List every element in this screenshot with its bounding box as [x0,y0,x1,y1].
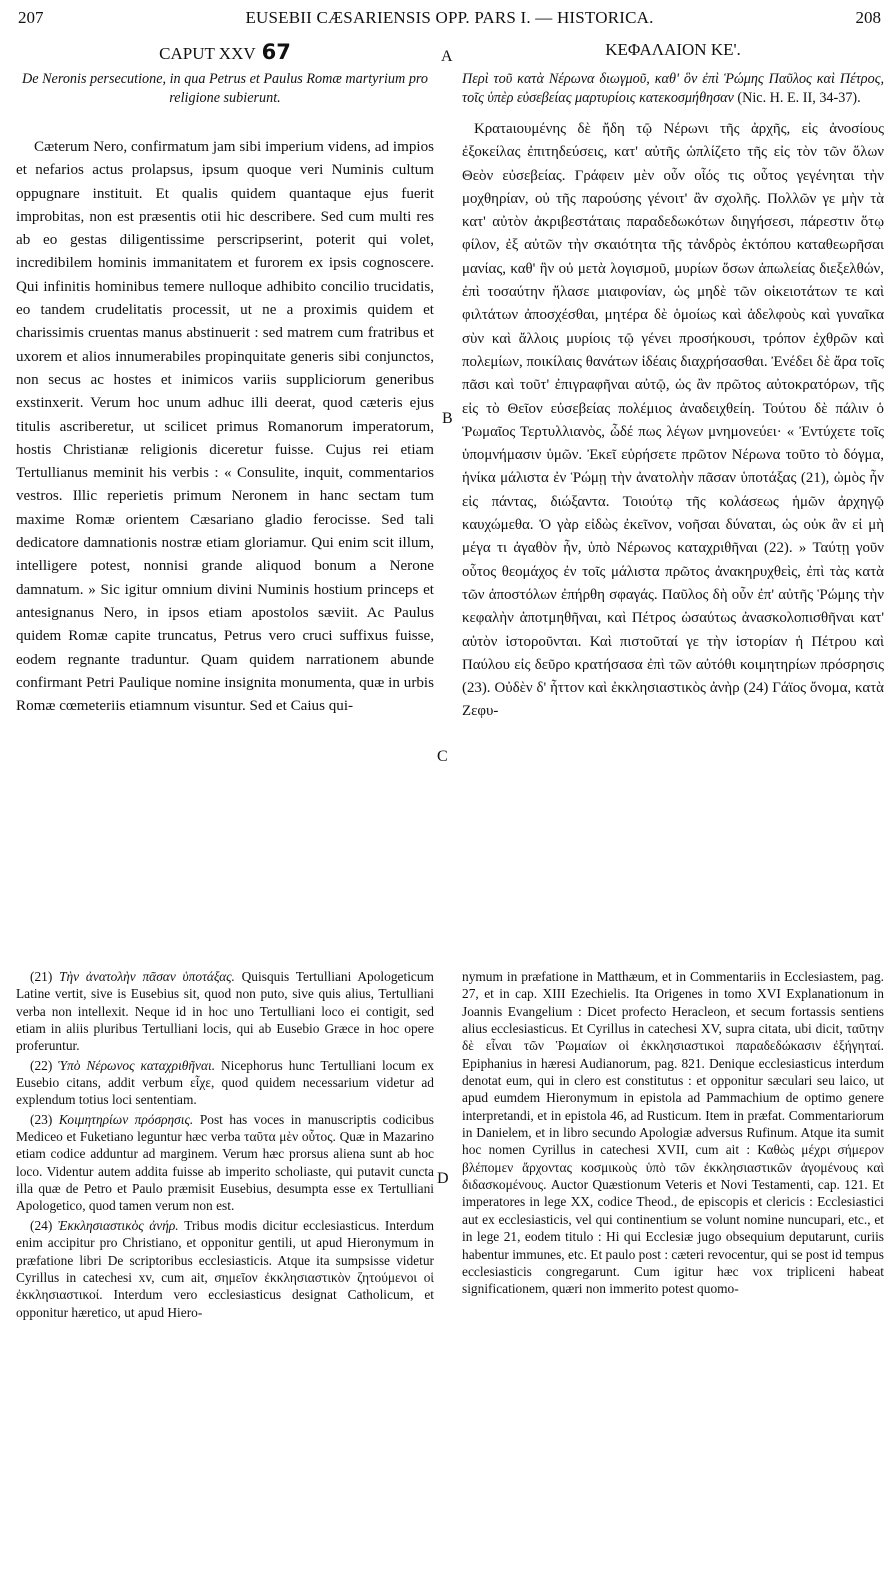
latin-chapter-title: CAPUT XXV [159,44,256,63]
footnote-lemma: Ἐκκλησιαστικὸς ἀνήρ. [57,1217,179,1233]
footnote-text: Nicephorus hunc Tertulliani locum ex Eusebio citans, addit verbum εἶχε, quod quidem necessarium videtur ad explendum totius loci sententiam. [16,1057,434,1108]
footnote-24-continued: nymum in præfatione in Matthæum, et in Commentariis in Ecclesiastem, pag. 27, et in cap. XIII Ezechielis. Ita Origenes in tomo XVI Explanationum in Joannis Evangelium : Dicet profecto Heracleon, et secum fortassis sentiens alius ecclesiasticus. Et Cyrillus in catechesi XV, supra citata, ubi dicit, ταῦτην δὲ εἶναι τῶν Ῥωμαίων οἱ ἐκκλησιαστικοὶ παραδεδώκασιν ἐξήγηταί. Epiphanius in hæresi Audianorum, pag. 821. Denique ecclesiasticus interdum denotat eum, qui in clero est constitutus : et opponitur sæculari seu laico, ut apud eumdem Hieronymum in epistola ad Pammachium de optimo genere interpretandi, et in epistola 46, ad Rusticum. Item in præfat. Commentariorum in Danielem, et in libro secundo Apologiæ adversus Rufinum. Atque ita sumit hoc nomen Cyrillus in catechesi XVII, cum ait : Καθὼς μέχρι σήμερον βλέπομεν ἄρχοντας κοσμικοὺς ὑπὸ τῶν ἐκκλησιαστικῶν ἀγομένους καὶ διδασκομένους. Auctor Quæstionum Veteris et Novi Testamenti, cap. 121. Et imperatores in lege XX, codice Theod., de episcopis et clericis : Ecclesiastici aut ex ecclesiasticis, vel qui continentium se volunt nomine nuncupari, etc., et in lege 21, eodem titulo : Hi qui Ecclesiæ jugo obsequium deputarunt, curiis habentur immunes, etc. Et paulo post : cæteri revocentur, qui se post id tempus ecclesiasticis congregarunt. Cum igitur hæc vox tripliceni habeat significationem, quæri non immerito potest quomo- [462,969,884,1297]
running-title: EUSEBII CÆSARIENSIS OPP. PARS I. — HISTORICA. [245,8,654,27]
running-header [18,8,881,34]
footnote-label: (21) [30,969,53,984]
greek-body-text: Κρατaιουμένης δὲ ἤδη τῷ Νέρωνι τῆς ἀρχῆς, εἰς ἀνοσίους ἐξοκείλας ἐπιτηδεύσεις, κατ' αὐτῆς ὡπλίζετο τῆς εἰς τὸν τῶν ὅλων Θεὸν εὐσεβείας. Γράφειν μὲν οὖν οἷός τις οὗτος γεγένηται τὴν μοχθηρίαν, οὐ τῆς παρούσης γένοιτ' ἂν σχολῆς. Πολλῶν γε μὴν τὰ κατ' αὐτὸν ἀκριβεστάταις παραδεδωκότων διηγήσεσι, πάρεστιν ὅτῳ φίλον, ἐξ αὐτῶν τὴν σκαιότητα τῆς τἀνδρὸς ἐκτόπου καταθεωρῆσαι μανίας, καθ' ἣν οὐ μετὰ λογισμοῦ, μυρίων ὅσων ἀπωλείας διεξελθών, ἐπὶ τοσαύτην ἤλασε μιαιφονίαν, ὡς μηδὲ τῶν οἰκειοτάτων τε καὶ φιλτάτων ἀποσχέσθαι, μητέρα δὲ ὁμοίως καὶ ἀδελφοὺς καὶ γυναῖκα σὺν καὶ ἄλλοις μυρίοις τῷ γένει προσήκουσι, τρόπον ἐχθρῶν καὶ πολεμίων, ποικίλαις θανάτων ἰδέαις διαχρήσασθαι. Ἐνέδει δὲ ἄρα τοῖς πᾶσι καὶ τοῦτ' ἐπιγραφῆναι αὐτῷ, ὡς ἂν πρῶτος αὐτοκρατόρων, τῆς εἰς τὸ Θεῖον εὐσεβείας πολέμιος ἀναδειχθείη. Τούτου δὲ πάλιν ὁ Ῥωμαῖος Τερτυλλιανὸς, ὧδέ πως λέγων μνημονεύει· « Ἐντύχετε τοῖς ὑπομνήμασιν ὑμῶν. Ἐκεῖ εὑρήσετε πρῶτον Νέρωνα τοῦτο τὸ δόγμα, ἡνίκα μάλιστα ἐν Ῥώμῃ τὴν ἀνατολὴν πᾶσαν ὑποτάξας (21), ὠμὸς ἦν εἰς πάντας, διώξαντα. Τοιούτῳ τῆς κολάσεως ἡμῶν ἀρχηγῷ καυχώμεθα. Ὁ γὰρ εἰδὼς ἐκεῖνον, νοῆσαι δύναται, ὡς οὐκ ἂν εἰ μὴ μέγα τι ἀγαθὸν ἦν, ὑπὸ Νέρωνος καταχριθῆναι (22). » Ταύτῃ γοῦν οὗτος θεομάχος ἐν τοῖς μάλιστα πρῶτος ἀνακηρυχθεὶς, ἐπὶ τὰς κατὰ τῶν ἀποστόλων ἐπήρθη σφαγάς. Παῦλος δὴ οὖν ἐπ' αὐτῆς Ῥώμης τὴν κεφαλὴν ἀποτμηθῆναι, καὶ Πέτρος ὡσαύτως ἀνασκολοπισθῆναι κατ' αὐτὸν ἱστοροῦνται. Καὶ πιστοῦταί γε τὴν ἱστορίαν ἡ Πέτρου καὶ Παύλου εἰς δεῦρο κρατήσασα ἐπὶ τῶν αὐτόθι κοιμητηρίων πρόσρησις (23). Οὐδὲν δ' ἧττον καὶ ἐκκλησιαστικὸς ἀνὴρ (24) Γάϊος ὄνομα, κατὰ Ζεφυ- [462,121,884,720]
greek-chapter-subtitle [462,70,884,108]
greek-subtitle-reference: (Nic. H. E. II, 34-37). [737,90,861,106]
footnotes-left [16,968,434,1323]
footnote-text: Tribus modis dicitur ecclesiasticus. Interdum enim accipitur pro Christiano, et opponitur gentili, ut apud Hieronymum in præfatione libri De scriptoribus ecclesiasticis. Atque ita sumpsisse videtur Cyrillus in catechesi xv, cum ait, σημεῖον ἐκκλησιαστικὸν ζητούμενοι οἱ ἐκκλησιαστικοί. Interdum vero ecclesiasticus designat Catholicum, et opponitur hæretico, ut apud Hiero- [16,1217,434,1320]
margin-letter-c: C [437,748,448,765]
footnote-24 [16,1217,434,1321]
footnote-label: (22) [30,1057,53,1073]
greek-subtitle-text: Περὶ τοῦ κατὰ Νέρωνα διωγμοῦ, καθ' ὃν ἐπὶ Ῥώμης Παῦλος καὶ Πέτρος, τοῖς ὑπὲρ εὐσεβείας μαρτυρίοις κατεκοσμήθησαν [462,71,884,106]
footnote-lemma: Ὑπὸ Νέρωνος καταχριθῆναι. [58,1057,216,1073]
footnote-label: (23) [30,1111,53,1127]
chapter-number: 67 [261,40,291,64]
latin-chapter-heading [16,40,434,70]
footnote-lemma: Κοιμητηρίων πρόσρησις. [58,1111,194,1127]
footnote-text: Quisquis Tertulliani Apologeticum Latine vertit, sive is Eusebius sit, quod non puto, sive quis alius, Tertulliani verba non intellexit. Neque id in hoc uno Tertulliani loco ei contigit, sed etiam in aliis pluribus Tertulliani locis, qui ab Eusebio Græce in hoc opere proferuntur. [16,969,434,1054]
footnote-lemma: Τὴν ἀνατολὴν πᾶσαν ὑποτάξας. [59,969,235,984]
margin-letter-a: A [441,48,453,65]
latin-chapter-subtitle: De Neronis persecutione, in qua Petrus et Paulus Romæ martyrium pro religione subierunt. [21,71,428,106]
footnote-21 [16,968,434,1055]
margin-letter-d: D [437,1170,449,1187]
latin-column [16,40,434,718]
footnote-23 [16,1111,434,1215]
margin-letter-b: B [442,410,453,427]
footnote-22 [16,1057,434,1109]
page-number-right: 208 [855,8,881,27]
greek-column [462,40,884,724]
footnote-label: (24) [30,1217,53,1233]
latin-body-text: Cæterum Nero, confirmatum jam sibi imperium videns, ad impios et nefarios actus prolapsus, ipsum quoque veri Numinis cultum oppugnare instituit. Et qualis quidem quantaque ejus fuerit improbitas, non est præsentis otii hic describere. Sed cum multi res ab eo gestas diligentissime perscripserint, poterit qui volet, incredibilem hominis immanitatem et furorem ex ipsis cognoscere. Qui infinitis hominibus temere nulloque adhibito concilio trucidatis, eo tandem crudelitatis processit, ut ne a proximis quidem et charissimis cruentas manus abstinuerit : sed matrem cum fratribus et uxorem et alios innumerabiles propinquitate generis sibi conjunctos, non secus ac hostes et inimicos variis suppliciorum generibus exstinxerit. Verum hoc unum adhuc illi deerat, quod cæteris ejus titulis ascriberetur, ut scilicet primus Romanorum imperatorum, hostis Christianæ religionis diceretur fuisse. Cujus rei etiam Tertullianus meminit his verbis : « Consulite, inquit, commentarios vestros. Illic reperietis primum Neronem in hanc sectam tum maxime Romæ orientem Cæsariano gladio ferocisse. Sed tali dedicatore damnationis nostræ etiam gloriamur. Qui enim scit illum, intelligere potest, nonnisi grande aliquod bonum a Nerone damnatum. » Sic igitur omnium divini Numinis hostium princeps et antesignanus Nero, in ipsos etiam apostolos sæviit. Ac Paulus quidem Romæ capite truncatus, Petrus vero cruci suffixus fuisse, eodem regnante traduntur. Quam quidem narrationem abunde confirmant Petri Paulique nomine insignita monumenta, quæ in urbis Romæ cœmeteriis etiamnum visuntur. Sed et Caius qui- [16,139,434,715]
greek-chapter-heading [462,40,884,70]
page-number-left: 207 [18,8,44,27]
greek-chapter-title: ΚΕΦΑΛΑΙΟΝ ΚΕ'. [605,40,741,59]
footnotes-right [462,968,884,1300]
footnote-text: Post has voces in manuscriptis codicibus Mediceo et Fuketiano leguntur hæc verba ταῦτα μὲν οὗτος. Quæ in Mazarino etiam codice adduntur ad marginem. Verum hæc prorsus aliena sunt ab hoc loco. Videntur autem addita fuisse ab imperito scholiaste, qui putavit cuncta illa quæ de Petro et Paulo præmisit Eusebius, desumpta esse ex Tertulliani Apologetico, quod tamen verum non est. [16,1111,434,1214]
